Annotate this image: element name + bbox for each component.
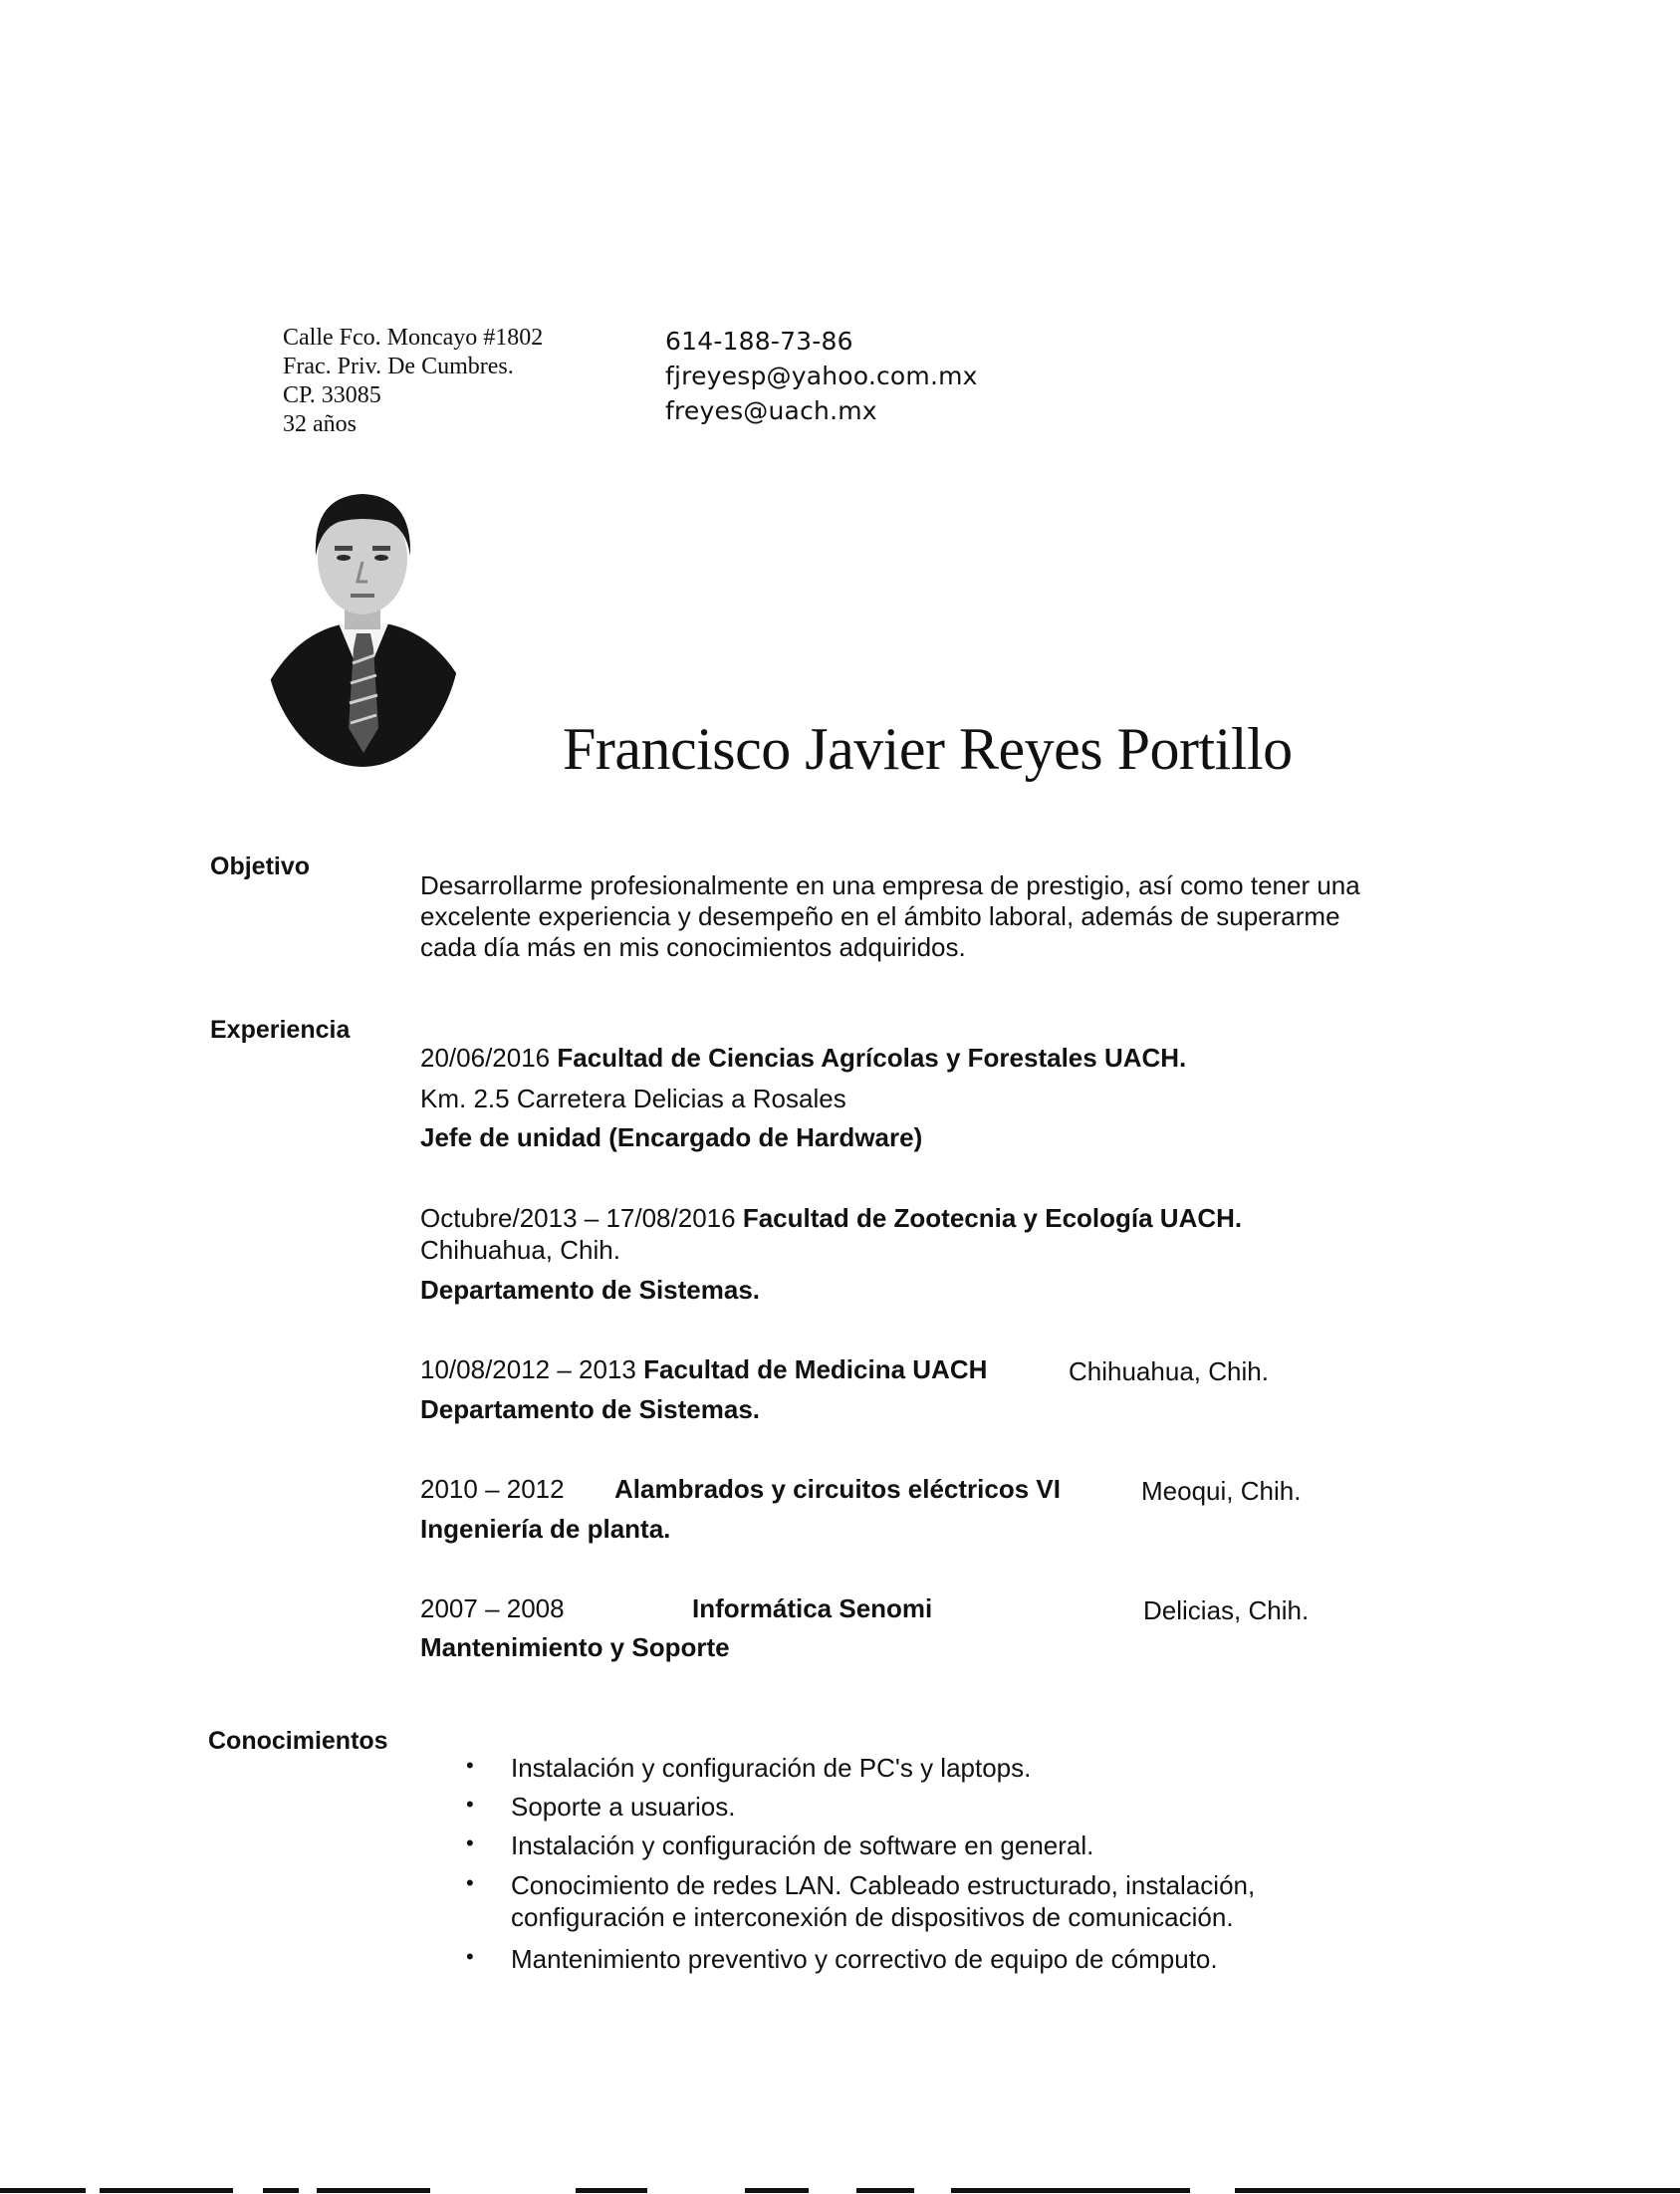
skill-item: Instalación y configuración de PC's y laptops.	[511, 1753, 1032, 1783]
profile-photo	[261, 484, 470, 768]
scan-artifact-bar	[1235, 2188, 1680, 2193]
scan-artifact-bar	[745, 2188, 809, 2193]
email-primary: fjreyesp@yahoo.com.mx	[665, 362, 978, 390]
section-label-experiencia: Experiencia	[210, 1016, 351, 1044]
job-date: Octubre/2013 – 17/08/2016	[420, 1203, 736, 1233]
section-label-conocimientos: Conocimientos	[208, 1727, 388, 1755]
job-location: Chihuahua, Chih.	[1069, 1356, 1269, 1386]
skill-item-continuation: configuración e interconexión de dispositivos de comunicación.	[511, 1902, 1234, 1932]
full-name: Francisco Javier Reyes Portillo	[563, 716, 1293, 782]
scan-artifact-bar	[856, 2188, 914, 2193]
job-location: Delicias, Chih.	[1143, 1595, 1310, 1625]
address-block	[283, 324, 543, 439]
job-role: Departamento de Sistemas.	[420, 1394, 761, 1424]
job-location: Km. 2.5 Carretera Delicias a Rosales	[420, 1084, 846, 1113]
section-label-objetivo: Objetivo	[210, 853, 311, 880]
objective-line: excelente experiencia y desempeño en el ámbito laboral, además de superarme	[420, 901, 1340, 931]
job-header	[420, 1203, 1242, 1234]
job-role: Departamento de Sistemas.	[420, 1275, 761, 1305]
skill-item: Mantenimiento preventivo y correctivo de equipo de cómputo.	[511, 1944, 1218, 1974]
job-date: 20/06/2016	[420, 1043, 551, 1073]
scan-artifact-bar	[263, 2188, 299, 2193]
job-date: 2010 – 2012	[420, 1474, 565, 1504]
bullet-icon: •	[466, 1830, 474, 1855]
address-postal-code: CP. 33085	[283, 382, 381, 408]
objective-line: Desarrollarme profesionalmente en una empresa de prestigio, así como tener una	[420, 870, 1360, 900]
job-role: Jefe de unidad (Encargado de Hardware)	[420, 1122, 923, 1152]
skill-item: Instalación y configuración de software en general.	[511, 1830, 1094, 1860]
job-company: Informática Senomi	[692, 1593, 933, 1623]
objective-line: cada día más en mis conocimientos adquiridos.	[420, 932, 966, 962]
scan-artifact-bar	[576, 2188, 647, 2193]
scan-artifact-bar	[951, 2188, 1190, 2193]
address-neighborhood: Frac. Priv. De Cumbres.	[283, 354, 514, 379]
scan-artifact-bar	[0, 2188, 86, 2193]
job-location: Meoqui, Chih.	[1141, 1476, 1302, 1506]
contact-block	[665, 324, 978, 428]
bullet-icon: •	[466, 1753, 474, 1778]
job-role: Mantenimiento y Soporte	[420, 1632, 730, 1662]
address-street: Calle Fco. Moncayo #1802	[283, 325, 544, 351]
job-company: Facultad de Medicina UACH	[643, 1354, 988, 1384]
objective-text	[420, 870, 1476, 963]
email-secondary: freyes@uach.mx	[665, 396, 877, 425]
job-header	[420, 1354, 987, 1385]
skill-item: Conocimiento de redes LAN. Cableado estructurado, instalación,	[511, 1870, 1256, 1900]
bullet-icon: •	[466, 1870, 474, 1895]
scan-artifact-bar	[317, 2188, 430, 2193]
scan-artifact-bar	[100, 2188, 233, 2193]
skill-item: Soporte a usuarios.	[511, 1792, 736, 1822]
job-company: Facultad de Ciencias Agrícolas y Forestales UACH.	[557, 1043, 1187, 1073]
job-location: Chihuahua, Chih.	[420, 1235, 620, 1265]
bullet-icon: •	[466, 1792, 474, 1817]
job-date: 2007 – 2008	[420, 1593, 565, 1623]
phone: 614-188-73-86	[665, 327, 853, 356]
job-role: Ingeniería de planta.	[420, 1514, 671, 1544]
bullet-icon: •	[466, 1944, 474, 1969]
job-date: 10/08/2012 – 2013	[420, 1354, 636, 1384]
age: 32 años	[283, 411, 357, 437]
job-company: Alambrados y circuitos eléctricos VI	[614, 1474, 1061, 1504]
job-header	[420, 1043, 1186, 1074]
job-company: Facultad de Zootecnia y Ecología UACH.	[742, 1203, 1243, 1233]
